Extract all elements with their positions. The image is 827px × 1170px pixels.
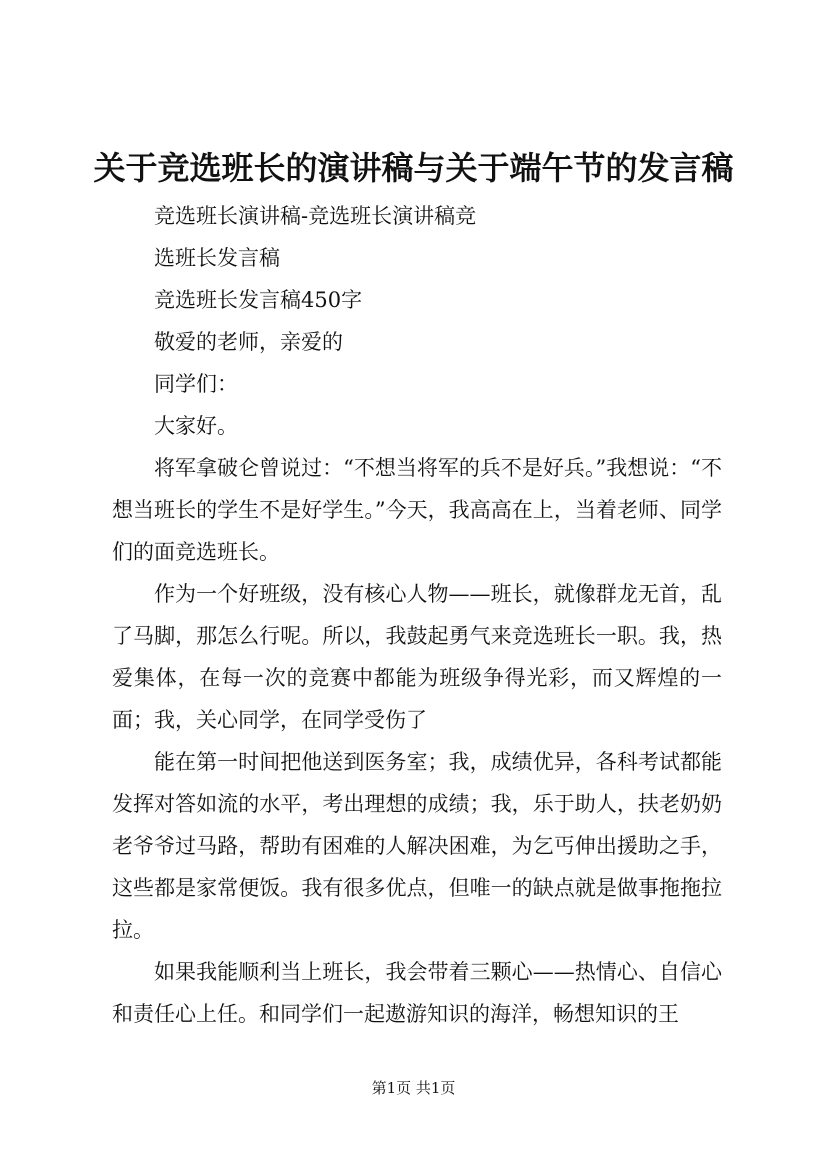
page-footer: 第1页 共1页 — [371, 1079, 456, 1097]
paragraph: 如果我能顺利当上班长，我会带着三颗心——热情心、自信心和责任心上任。和同学们一起遨游知识的海洋，畅想知识的王 — [112, 960, 722, 1026]
paragraph: 敬爱的老师，亲爱的 — [154, 330, 343, 354]
document-body — [112, 195, 722, 1035]
paragraph: 竞选班长发言稿450字 — [154, 288, 363, 312]
document-title: 关于竞选班长的演讲稿与关于端午节的发言稿 — [93, 149, 734, 187]
paragraph: 选班长发言稿 — [154, 246, 280, 270]
paragraph: 竞选班长演讲稿-竞选班长演讲稿竞 — [154, 204, 477, 228]
paragraph: 同学们： — [154, 372, 238, 396]
paragraph: 能在第一时间把他送到医务室；我，成绩优异，各科考试都能发挥对答如流的水平，考出理想的成绩；我，乐于助人，扶老奶奶老爷爷过马路，帮助有困难的人解决困难，为乞丐伸出援助之手，这些都是家常便饭。我有很多优点，但唯一的缺点就是做事拖拖拉拉。 — [112, 750, 722, 942]
paragraph: 大家好。 — [154, 414, 238, 438]
paragraph: 作为一个好班级，没有核心人物——班长，就像群龙无首，乱了马脚，那怎么行呢。所以，我鼓起勇气来竞选班长一职。我，热爱集体，在每一次的竞赛中都能为班级争得光彩，而又辉煌的一面；我，关心同学，在同学受伤了 — [112, 582, 722, 732]
paragraph: 将军拿破仑曾说过：“不想当将军的兵不是好兵。”我想说：“不想当班长的学生不是好学生。”今天，我高高在上，当着老师、同学们的面竞选班长。 — [112, 456, 722, 564]
